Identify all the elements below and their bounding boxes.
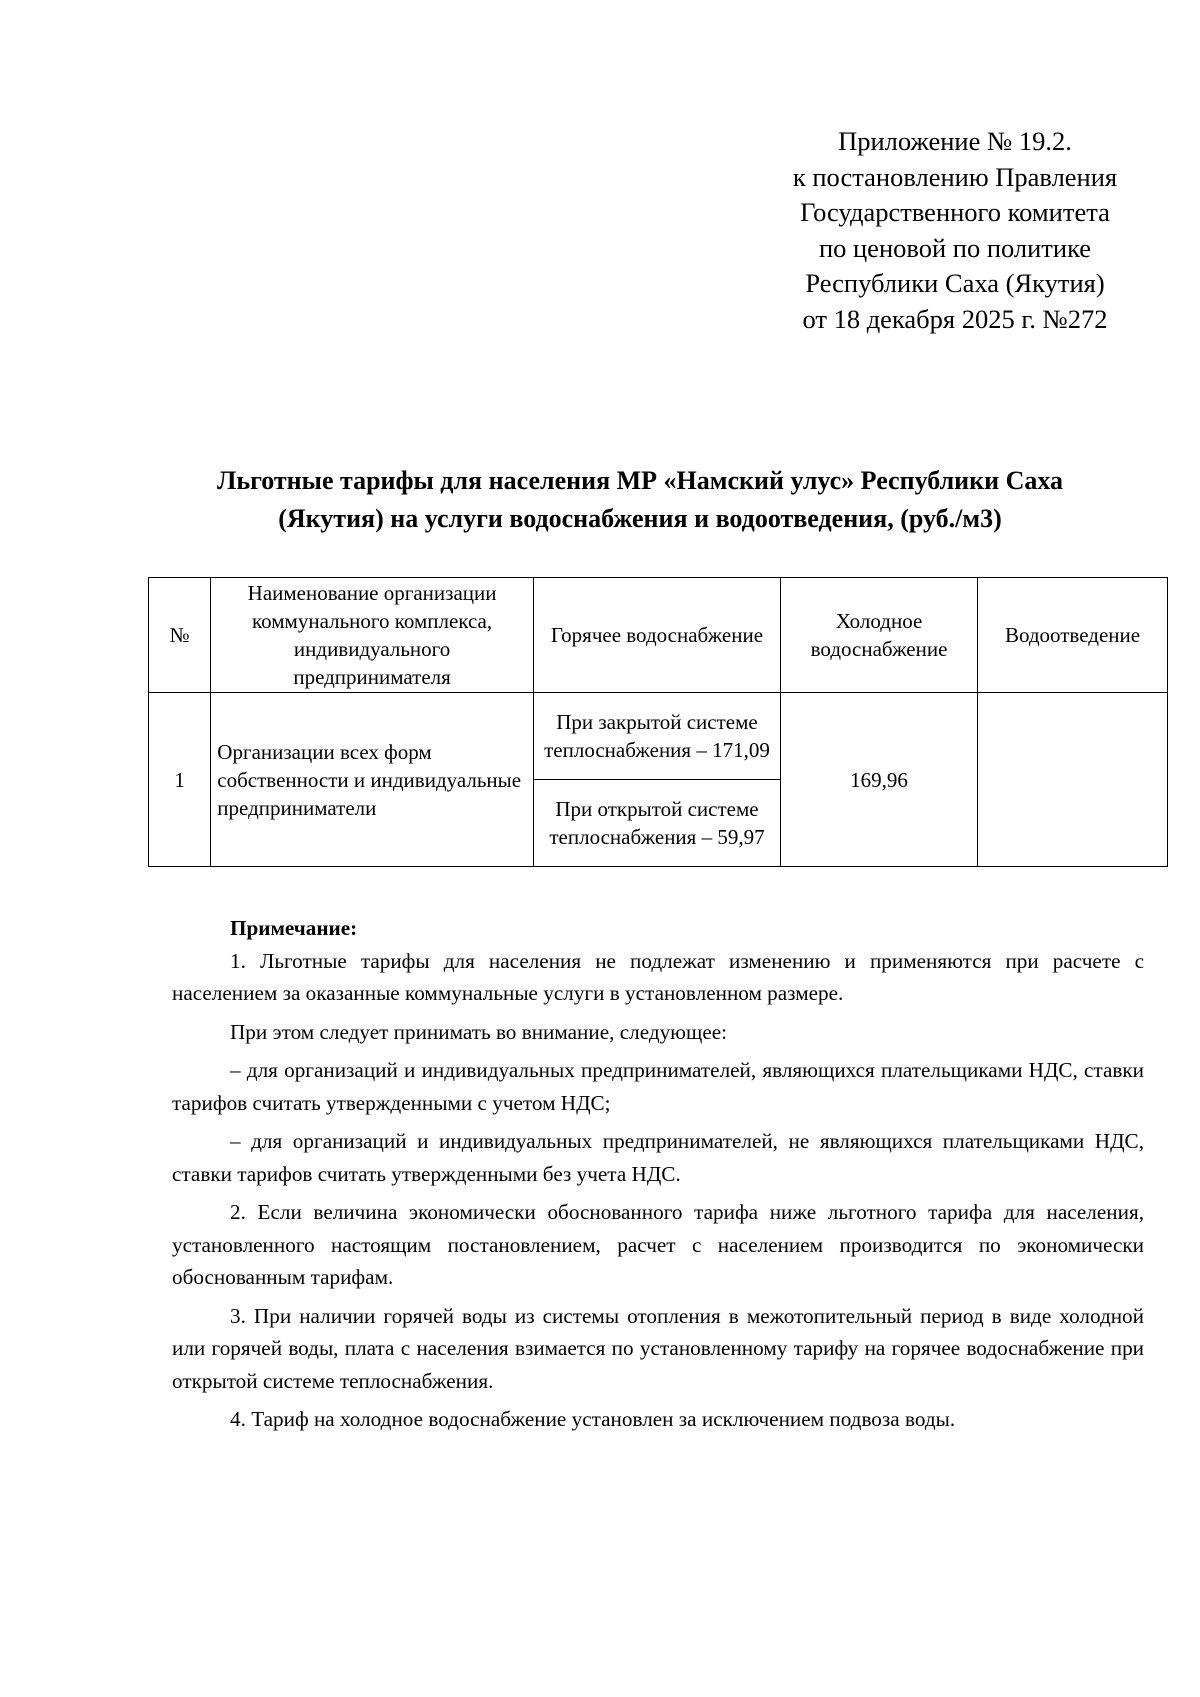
cold-water-tariff: 169,96 [781, 693, 978, 867]
appendix-line: Государственного комитета [800, 197, 1110, 228]
table-row [149, 693, 1168, 780]
row-num: 1 [149, 693, 211, 867]
row-org-name: Организации всех форм собственности и индивидуальные предприниматели [211, 693, 534, 867]
notes-section [172, 912, 1144, 1436]
header-drainage: Водоотведение [978, 578, 1168, 693]
tariff-table [148, 577, 1168, 867]
header-hot-water: Горячее водоснабжение [533, 578, 780, 693]
note-paragraph-6: 3. При наличии горячей воды из системы отопления в межотопительный период в виде холодной или горячей воды, плата с населения взимается по установленному тарифу на горячее водоснабжение при открытой системе теплоснабжения. [172, 1303, 1144, 1393]
title-line-1: Льготные тарифы для населения МР «Намский улус» Республики Саха [216, 466, 1064, 495]
note-paragraph-4: – для организаций и индивидуальных предпринимателей, не являющихся плательщиками НДС, ставки тарифов считать утвержденными без учета НДС. [172, 1129, 1144, 1186]
title-line-2: (Якутия) на услуги водоснабжения и водоотведения, (руб./м3) [278, 504, 1002, 533]
note-paragraph-1: 1. Льготные тарифы для населения не подлежат изменению и применяются при расчете с населением за оказанные коммунальные услуги в установленном размере. [172, 948, 1144, 1005]
header-org-name: Наименование организации коммунального комплекса, индивидуального предпринимателя [211, 578, 534, 693]
note-paragraph-3: – для организаций и индивидуальных предпринимателей, являющихся плательщиками НДС, ставки тарифов считать утвержденными с учетом НДС; [172, 1058, 1144, 1115]
header-cold-water: Холодное водоснабжение [781, 578, 978, 693]
appendix-line: к постановлению Правления [792, 161, 1118, 192]
appendix-date: от 18 декабря 2025 г. №272 [802, 303, 1108, 334]
drainage-tariff [978, 693, 1168, 867]
hot-water-open-tariff: При открытой системе теплоснабжения – 59,97 [533, 780, 780, 867]
appendix-line: Республики Саха (Якутия) [805, 268, 1105, 299]
appendix-line: по ценовой по политике [818, 232, 1092, 263]
header-num: № [149, 578, 211, 693]
document-title [150, 462, 1130, 538]
note-paragraph-7: 4. Тариф на холодное водоснабжение установлен за исключением подвоза воды. [230, 1407, 956, 1431]
appendix-number: Приложение № 19.2. [838, 126, 1072, 156]
note-paragraph-5: 2. Если величина экономически обоснованного тарифа ниже льготного тарифа для населения, установленного настоящим постановлением, расчет с населением производится по экономически обоснованным тарифам. [172, 1200, 1144, 1289]
hot-water-closed-tariff: При закрытой системе теплоснабжения – 171,09 [533, 693, 780, 780]
table-header-row [149, 578, 1168, 693]
appendix-header [760, 124, 1150, 338]
note-paragraph-2: При этом следует принимать во внимание, следующее: [230, 1019, 728, 1044]
notes-title: Примечание: [230, 916, 358, 940]
